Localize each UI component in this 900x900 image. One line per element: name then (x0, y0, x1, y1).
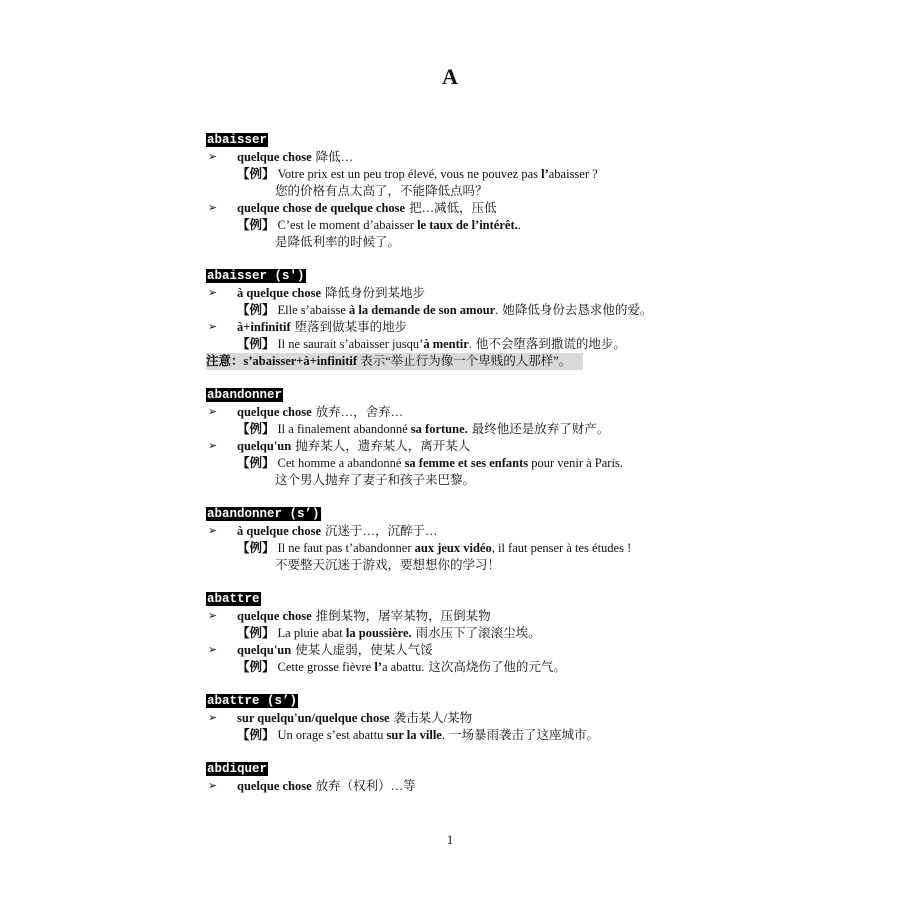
example-tag: 【例】 (237, 541, 275, 555)
sense-meaning: 推倒某物，屠宰某物，压倒某物 (315, 609, 491, 623)
arrow-bullet-icon: ➢ (208, 780, 218, 792)
example-line (206, 625, 846, 642)
example-tag: 【例】 (237, 626, 275, 640)
sense-meaning: 放弃（权利）…等 (315, 779, 416, 793)
example-line (206, 455, 846, 472)
sense-line (206, 438, 846, 455)
example-text: Elle s’abaisse (277, 303, 350, 317)
example-tag: 【例】 (237, 337, 275, 351)
example-text: Un orage s’est abattu (277, 728, 387, 742)
example-emphasis: l’ (541, 167, 549, 181)
sense-meaning: 降低身份到某地步 (325, 286, 426, 300)
example-tag: 【例】 (237, 167, 275, 181)
dictionary-entry (206, 132, 846, 251)
sense-pattern: quelqu'un (237, 439, 292, 453)
example-line (206, 540, 846, 557)
example-line (206, 421, 846, 438)
example-text: Votre prix est un peu trop élevé, vous ne pouvez pas (277, 167, 542, 181)
arrow-bullet-icon: ➢ (208, 644, 218, 656)
arrow-bullet-icon: ➢ (208, 202, 218, 214)
usage-note (206, 353, 583, 370)
example-translation: 她降低身份去恳求他的爱。 (502, 303, 653, 317)
example-emphasis: sa femme et ses enfants (404, 456, 529, 470)
example-text: Il a finalement abandonné (277, 422, 411, 436)
example-emphasis: sur la ville (386, 728, 442, 742)
arrow-bullet-icon: ➢ (208, 151, 218, 163)
example-translation: 一场暴雨袭击了这座城市。 (448, 728, 599, 742)
example-text: Il ne faut pas t’abandonner (277, 541, 415, 555)
page-letter-heading: A (442, 64, 458, 89)
sense-line (206, 608, 846, 625)
example-line (206, 336, 846, 353)
sense-meaning: 堕落到做某事的地步 (294, 320, 408, 334)
arrow-bullet-icon: ➢ (208, 440, 218, 452)
sense-pattern: quelque chose (237, 609, 312, 623)
dictionary-entries (206, 132, 846, 812)
sense-pattern: quelque chose (237, 405, 312, 419)
dictionary-entry (206, 693, 846, 744)
arrow-bullet-icon: ➢ (208, 321, 218, 333)
example-emphasis: le taux de l’intérêt. (417, 218, 518, 232)
example-text: Cette grosse fièvre (277, 660, 375, 674)
example-text-end: pour venir à Paris. (528, 456, 623, 470)
sense-line (206, 285, 846, 302)
example-emphasis: à mentir (423, 337, 469, 351)
sense-line (206, 778, 846, 795)
example-text: Il ne saurait s’abaisser jusqu’ (277, 337, 424, 351)
example-text-end: . (441, 728, 445, 742)
example-line (206, 217, 846, 234)
example-translation: 您的价格有点太高了，不能降低点吗？ (275, 184, 488, 198)
example-text-end: . (468, 337, 472, 351)
sense-meaning: 沉迷于…，沉醉于… (325, 524, 438, 538)
entry-headword: abandonner (207, 388, 283, 402)
example-tag: 【例】 (237, 218, 275, 232)
example-emphasis: sa fortune. (410, 422, 468, 436)
sense-line (206, 710, 846, 727)
sense-pattern: à+infinitif (237, 320, 291, 334)
example-emphasis: la poussière. (345, 626, 412, 640)
sense-meaning: 袭击某人/某物 (393, 711, 473, 725)
example-line (206, 727, 846, 744)
entry-headword: abandonner (s’) (207, 507, 320, 521)
arrow-bullet-icon: ➢ (208, 287, 218, 299)
entry-headword: abattre (s’) (207, 694, 298, 708)
sense-line (206, 523, 846, 540)
example-translation: 这个男人抛弃了妻子和孩子来巴黎。 (275, 473, 476, 487)
example-emphasis: l’ (374, 660, 382, 674)
example-tag: 【例】 (237, 456, 275, 470)
example-tag: 【例】 (237, 303, 275, 317)
dictionary-entry (206, 506, 846, 574)
dictionary-entry (206, 761, 846, 795)
page-number: 1 (446, 832, 454, 847)
sense-meaning: 把…减低，压低 (409, 201, 497, 215)
sense-meaning: 降低… (315, 150, 354, 164)
dictionary-entry (206, 268, 846, 370)
note-pattern: s’abaisser+à+infinitif (243, 354, 358, 368)
entry-headword: abaisser (207, 133, 268, 147)
arrow-bullet-icon: ➢ (208, 712, 218, 724)
sense-line (206, 319, 846, 336)
sense-pattern: quelqu'un (237, 643, 292, 657)
sense-line (206, 642, 846, 659)
arrow-bullet-icon: ➢ (208, 406, 218, 418)
example-line (206, 659, 846, 676)
arrow-bullet-icon: ➢ (208, 610, 218, 622)
sense-pattern: quelque chose (237, 779, 312, 793)
example-text-end: abaisser ? (548, 167, 598, 181)
example-tag: 【例】 (237, 728, 275, 742)
arrow-bullet-icon: ➢ (208, 525, 218, 537)
entry-headword: abaisser (s') (207, 269, 305, 283)
sense-line (206, 404, 846, 421)
entry-headword: abattre (207, 592, 260, 606)
example-line (206, 166, 846, 183)
entry-headword: abdiquer (207, 762, 268, 776)
note-label: 注意： (206, 354, 244, 368)
example-text-end: a abattu. (382, 660, 425, 674)
example-translation: 最终他还是放弃了财产。 (471, 422, 610, 436)
example-text: La pluie abat (277, 626, 346, 640)
sense-meaning: 放弃…，舍弃… (315, 405, 404, 419)
example-translation: 不要整天沉迷于游戏，要想想你的学习！ (275, 558, 501, 572)
example-emphasis: aux jeux vidéo (414, 541, 492, 555)
sense-pattern: à quelque chose (237, 286, 322, 300)
example-text-end: , il faut penser à tes études ! (491, 541, 632, 555)
example-text-end: . (517, 218, 521, 232)
example-translation: 是降低利率的时候了。 (275, 235, 401, 249)
sense-pattern: sur quelqu'un/quelque chose (237, 711, 390, 725)
sense-pattern: à quelque chose (237, 524, 322, 538)
sense-pattern: quelque chose de quelque chose (237, 201, 406, 215)
note-text: 表示“举止行为像一个卑贱的人那样”。 (360, 354, 572, 368)
example-translation: 雨水压下了滚滚尘埃。 (415, 626, 541, 640)
example-text-end: . (495, 303, 499, 317)
sense-line (206, 149, 846, 166)
example-emphasis: à la demande de son amour (349, 303, 496, 317)
example-tag: 【例】 (237, 660, 275, 674)
example-text: Cet homme a abandonné (277, 456, 405, 470)
example-text: C’est le moment d’abaisser (277, 218, 418, 232)
example-translation: 这次高烧伤了他的元气。 (428, 660, 566, 674)
dictionary-entry (206, 591, 846, 676)
sense-line (206, 200, 846, 217)
sense-meaning: 抛弃某人，遗弃某人，离开某人 (295, 439, 471, 453)
sense-meaning: 使某人虚弱，使某人气馁 (295, 643, 433, 657)
dictionary-entry (206, 387, 846, 489)
example-tag: 【例】 (237, 422, 275, 436)
example-line (206, 302, 846, 319)
example-translation: 他不会堕落到撒谎的地步。 (475, 337, 626, 351)
sense-pattern: quelque chose (237, 150, 312, 164)
